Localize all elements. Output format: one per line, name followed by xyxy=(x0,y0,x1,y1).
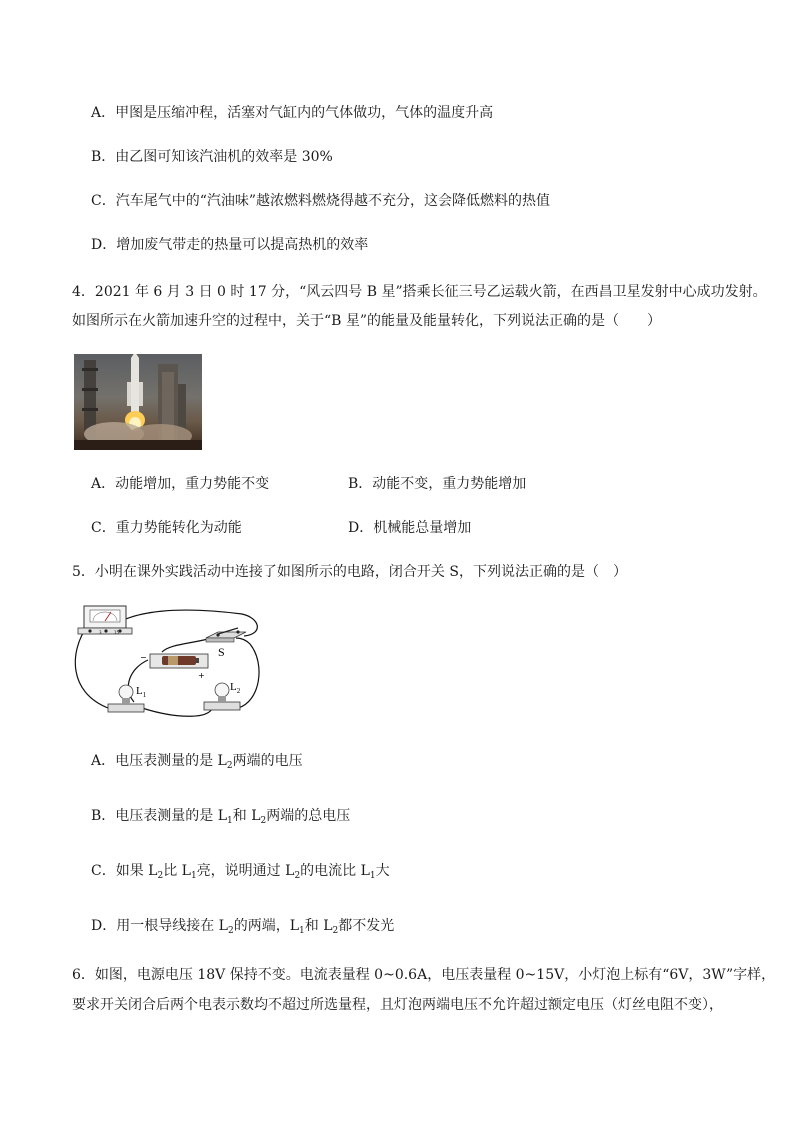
battery-minus-label: − xyxy=(140,653,147,662)
q4-stem-line1: 4．2021 年 6 月 3 日 0 时 17 分，“风云四号 B 星”搭乘长征三号乙运载火箭，在西昌卫星发射中心成功发射。 xyxy=(72,284,767,300)
circuit-diagram xyxy=(70,604,270,722)
q5-option-a: A．电压表测量的是 $L_2$两端的电压 xyxy=(91,753,303,771)
q4-stem-line2: 如图所示在火箭加速升空的过程中，关于“B 星”的能量及能量转化，下列说法正确的是（ ） xyxy=(72,313,662,329)
q5-option-d: D．用一根导线接在 $L_2$的两端，$L_1$和 $L_2$都不发光 xyxy=(91,918,395,936)
q4-option-d: D．机械能总量增加 xyxy=(348,520,472,536)
bulb-l1-icon xyxy=(108,685,147,712)
q5-stem: 5．小明在课外实践活动中连接了如图所示的电路，闭合开关 S，下列说法正确的是（ ） xyxy=(72,564,627,580)
q3-option-a: A．甲图是压缩冲程，活塞对气缸内的气体做功，气体的温度升高 xyxy=(91,105,494,121)
q3-option-c: C．汽车尾气中的“汽油味”越浓燃料燃烧得越不充分，这会降低燃料的热值 xyxy=(91,193,551,209)
rocket-launch-photo xyxy=(74,354,202,450)
q5-option-b: B．电压表测量的是 $L_1$和 $L_2$两端的总电压 xyxy=(91,808,351,826)
q4-option-c: C．重力势能转化为动能 xyxy=(91,520,242,536)
battery-icon xyxy=(140,653,208,680)
voltmeter-icon xyxy=(78,606,132,635)
q3-option-b: B．由乙图可知该汽油机的效率是 30% xyxy=(91,149,333,165)
q5-option-c: C．如果 $L_2$比 $L_1$亮，说明通过 $L_2$的电流比 $L_1$大 xyxy=(91,863,390,881)
rocket-launch-illustration xyxy=(74,354,202,450)
q4-option-a: A．动能增加，重力势能不变 xyxy=(91,476,270,492)
meter-label-3: 3 xyxy=(99,630,102,635)
q6-line2: 要求开关闭合后两个电表示数均不超过所选量程，且灯泡两端电压不允许超过额定电压（灯丝电阻不变）， xyxy=(72,997,723,1013)
battery-plus-label: + xyxy=(198,671,205,680)
switch-icon xyxy=(206,628,246,659)
bulb-l2-icon xyxy=(204,681,241,710)
q6-line1: 6．如图，电源电压 18V 保持不变。电流表量程 0~0.6A，电压表量程 0~15V，小灯泡上标有“6V，3W”字样， xyxy=(72,967,776,983)
q4-option-b: B．动能不变，重力势能增加 xyxy=(348,476,527,492)
q3-option-d: D．增加废气带走的热量可以提高热机的效率 xyxy=(91,237,369,253)
bulb-l2-label: $L_2$ xyxy=(230,681,241,695)
switch-label: S xyxy=(218,645,225,659)
bulb-l1-label: $L_1$ xyxy=(136,685,147,699)
meter-label-15: 15 xyxy=(114,630,120,635)
